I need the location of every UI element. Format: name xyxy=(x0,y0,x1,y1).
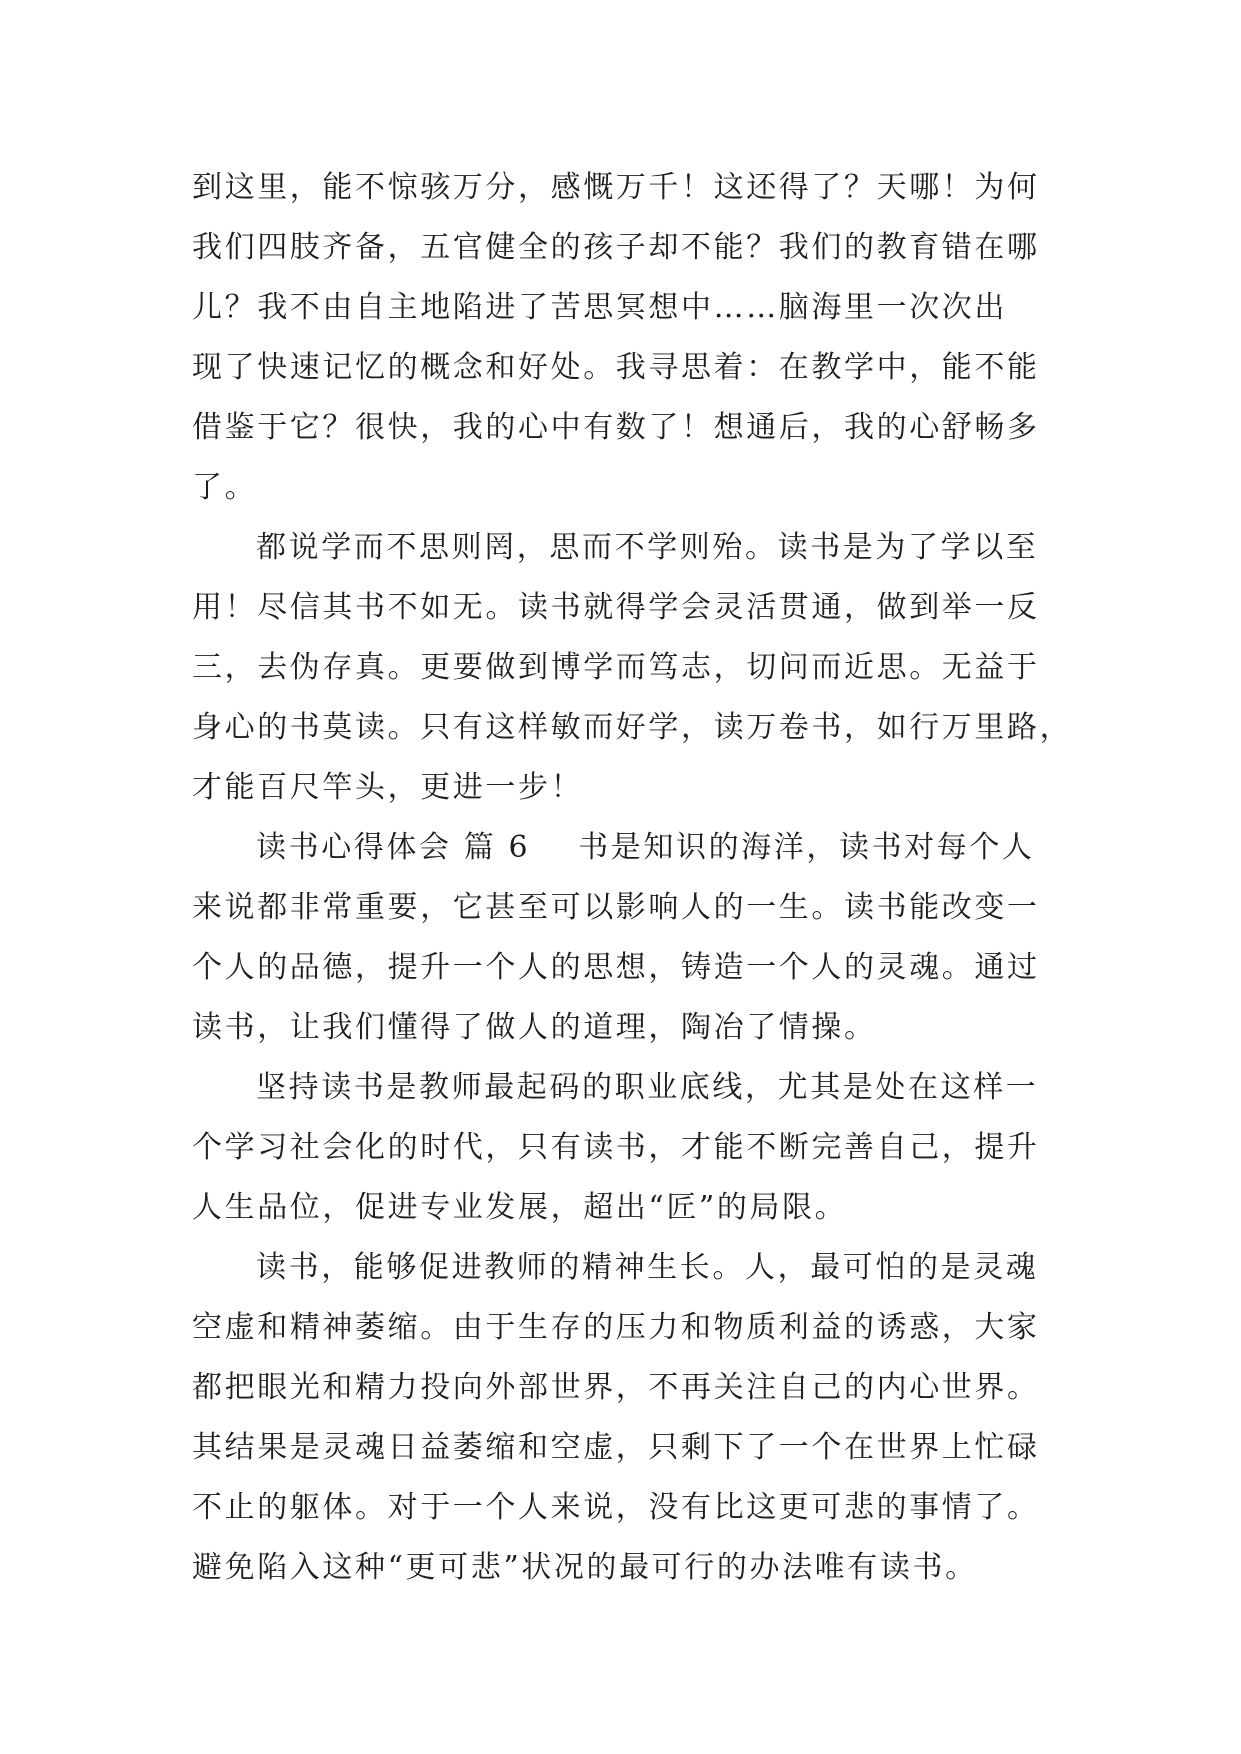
text-line: 读书，让我们懂得了做人的道理，陶冶了情操。 xyxy=(192,1010,877,1045)
text-line: 我们四肢齐备，五官健全的孩子却不能？我们的教育错在哪 xyxy=(192,230,1040,265)
section-heading: 读书心得体会 篇 6 xyxy=(256,830,531,865)
text-line: 到这里，能不惊骇万分，感慨万千！这还得了？天哪！为何 xyxy=(192,170,1040,205)
text-line: 才能百尺竿头，更进一步！ xyxy=(192,770,584,805)
text-line: 都把眼光和精力投向外部世界，不再关注自己的内心世界。 xyxy=(192,1370,1040,1405)
text-line: 现了快速记忆的概念和好处。我寻思着：在教学中，能不能 xyxy=(192,350,1040,385)
section-heading-line xyxy=(192,818,1072,878)
text-line: 空虚和精神萎缩。由于生存的压力和物质利益的诱惑，大家 xyxy=(192,1310,1040,1345)
text-line: 三，去伪存真。更要做到博学而笃志，切问而近思。无益于 xyxy=(192,650,1040,685)
document-body xyxy=(192,158,1072,1598)
text-line: 来说都非常重要，它甚至可以影响人的一生。读书能改变一 xyxy=(192,890,1040,925)
text-line: 个学习社会化的时代，只有读书，才能不断完善自己，提升 xyxy=(192,1130,1040,1165)
text-line: 都说学而不思则罔，思而不学则殆。读书是为了学以至 xyxy=(256,530,1039,565)
text-line: 书是知识的海洋，读书对每个人 xyxy=(578,830,1035,865)
text-line: 儿？我不由自主地陷进了苦思冥想中……脑海里一次次出 xyxy=(192,290,1007,325)
text-line: 不止的躯体。对于一个人来说，没有比这更可悲的事情了。 xyxy=(192,1490,1040,1525)
text-line: 坚持读书是教师最起码的职业底线，尤其是处在这样一 xyxy=(256,1070,1039,1105)
text-line: 避免陷入这种“更可悲”状况的最可行的办法唯有读书。 xyxy=(192,1550,978,1585)
text-line: 个人的品德，提升一个人的思想，铸造一个人的灵魂。通过 xyxy=(192,950,1040,985)
text-line: 人生品位，促进专业发展，超出“匠”的局限。 xyxy=(192,1190,848,1225)
text-line: 其结果是灵魂日益萎缩和空虚，只剩下了一个在世界上忙碌 xyxy=(192,1430,1040,1465)
text-line: 身心的书莫读。只有这样敏而好学，读万卷书，如行万里路， xyxy=(192,710,1073,745)
text-line: 读书，能够促进教师的精神生长。人，最可怕的是灵魂 xyxy=(256,1250,1039,1285)
text-line: 借鉴于它？很快，我的心中有数了！想通后，我的心舒畅多 xyxy=(192,410,1040,445)
text-line: 了。 xyxy=(192,470,258,505)
text-line: 用！尽信其书不如无。读书就得学会灵活贯通，做到举一反 xyxy=(192,590,1040,625)
